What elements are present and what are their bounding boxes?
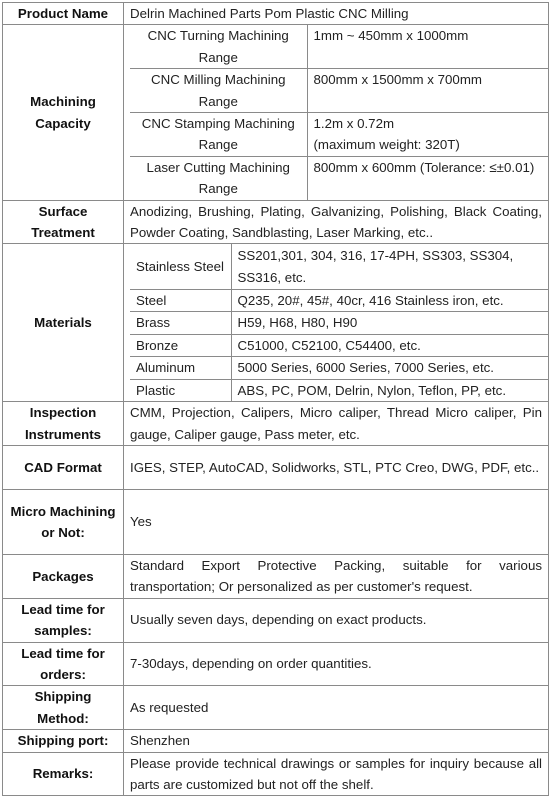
spec-value: Shenzhen xyxy=(124,730,549,752)
spec-label: Remarks: xyxy=(3,752,124,796)
materials-row xyxy=(3,244,549,402)
machining-type: Laser Cutting Machining Range xyxy=(130,156,307,199)
machining-range: 800mm x 1500mm x 700mm xyxy=(307,69,549,113)
machining-range-note: (maximum weight: 320T) xyxy=(313,137,460,153)
material-grades: C51000, C52100, C54400, etc. xyxy=(231,334,549,356)
product-name-label: Product Name xyxy=(3,3,124,25)
spec-label: Micro Machining or Not: xyxy=(3,489,124,554)
machining-range: 800mm x 600mm (Tolerance: ≤±0.01) xyxy=(307,156,549,199)
machining-type: CNC Milling Machining Range xyxy=(130,69,307,113)
spec-table xyxy=(2,2,549,796)
spec-label: Lead time for orders: xyxy=(3,642,124,686)
packages-row xyxy=(3,554,549,598)
material-row xyxy=(130,334,549,356)
lead-time-orders-row xyxy=(3,642,549,686)
material-row xyxy=(130,244,549,289)
spec-value: Yes xyxy=(124,489,549,554)
machining-row xyxy=(130,69,549,113)
material-grades: Q235, 20#, 45#, 40cr, 416 Stainless iron, etc. xyxy=(231,289,549,311)
material-row xyxy=(130,357,549,379)
material-name: Stainless Steel xyxy=(130,244,231,289)
spec-value: Please provide technical drawings or samples for inquiry because all parts are customized but not off the shelf. xyxy=(124,752,549,796)
materials-table xyxy=(130,244,549,401)
cad-format-row xyxy=(3,445,549,489)
material-grades: ABS, PC, POM, Delrin, Nylon, Teflon, PP, etc. xyxy=(231,379,549,401)
spec-label: Shipping Method: xyxy=(3,686,124,730)
remarks-row xyxy=(3,752,549,796)
material-grades: H59, H68, H80, H90 xyxy=(231,312,549,334)
machining-type: CNC Stamping Machining Range xyxy=(130,113,307,157)
machining-range: 1.2m x 0.72m xyxy=(313,116,395,132)
machining-row xyxy=(130,156,549,199)
machining-capacity-table xyxy=(130,25,549,199)
machining-range: 1mm ~ 450mm x 1000mm xyxy=(307,25,549,68)
machining-row xyxy=(130,25,549,68)
surface-treatment-row xyxy=(3,200,549,244)
spec-label: Shipping port: xyxy=(3,730,124,752)
lead-time-samples-row xyxy=(3,598,549,642)
material-name: Bronze xyxy=(130,334,231,356)
surface-treatment-value: Anodizing, Brushing, Plating, Galvanizing, Polishing, Black Coating, Powder Coating, Sandblasting, Laser Marking, etc.. xyxy=(124,200,549,244)
product-name-value: Delrin Machined Parts Pom Plastic CNC Milling xyxy=(124,3,549,25)
spec-value: Standard Export Protective Packing, suitable for various transportation; Or personalized as per customer's request. xyxy=(124,554,549,598)
machining-type: CNC Turning Machining Range xyxy=(130,25,307,68)
material-row xyxy=(130,312,549,334)
spec-label: Lead time for samples: xyxy=(3,598,124,642)
machining-capacity-label: Machining Capacity xyxy=(3,25,124,200)
material-name: Plastic xyxy=(130,379,231,401)
shipping-method-row xyxy=(3,686,549,730)
material-row xyxy=(130,289,549,311)
machining-row xyxy=(130,113,549,157)
machining-capacity-row xyxy=(3,25,549,200)
materials-label: Materials xyxy=(3,244,124,402)
spec-label: CAD Format xyxy=(3,445,124,489)
spec-label: Packages xyxy=(3,554,124,598)
shipping-port-row xyxy=(3,730,549,752)
product-name-row xyxy=(3,3,549,25)
spec-value: As requested xyxy=(124,686,549,730)
material-name: Brass xyxy=(130,312,231,334)
surface-treatment-label: Surface Treatment xyxy=(3,200,124,244)
spec-value: IGES, STEP, AutoCAD, Solidworks, STL, PTC Creo, DWG, PDF, etc.. xyxy=(124,445,549,489)
spec-label: Inspection Instruments xyxy=(3,402,124,446)
inspection-instruments-row xyxy=(3,402,549,446)
material-grades: 5000 Series, 6000 Series, 7000 Series, etc. xyxy=(231,357,549,379)
spec-value: 7-30days, depending on order quantities. xyxy=(124,642,549,686)
material-name: Aluminum xyxy=(130,357,231,379)
micro-machining-row xyxy=(3,489,549,554)
material-name: Steel xyxy=(130,289,231,311)
spec-value: Usually seven days, depending on exact products. xyxy=(124,598,549,642)
spec-value: CMM, Projection, Calipers, Micro caliper, Thread Micro caliper, Pin gauge, Caliper gauge, Pass meter, etc. xyxy=(124,402,549,446)
material-grades: SS201,301, 304, 316, 17-4PH, SS303, SS304, SS316, etc. xyxy=(231,244,549,289)
material-row xyxy=(130,379,549,401)
product-spec-sheet xyxy=(2,2,548,792)
